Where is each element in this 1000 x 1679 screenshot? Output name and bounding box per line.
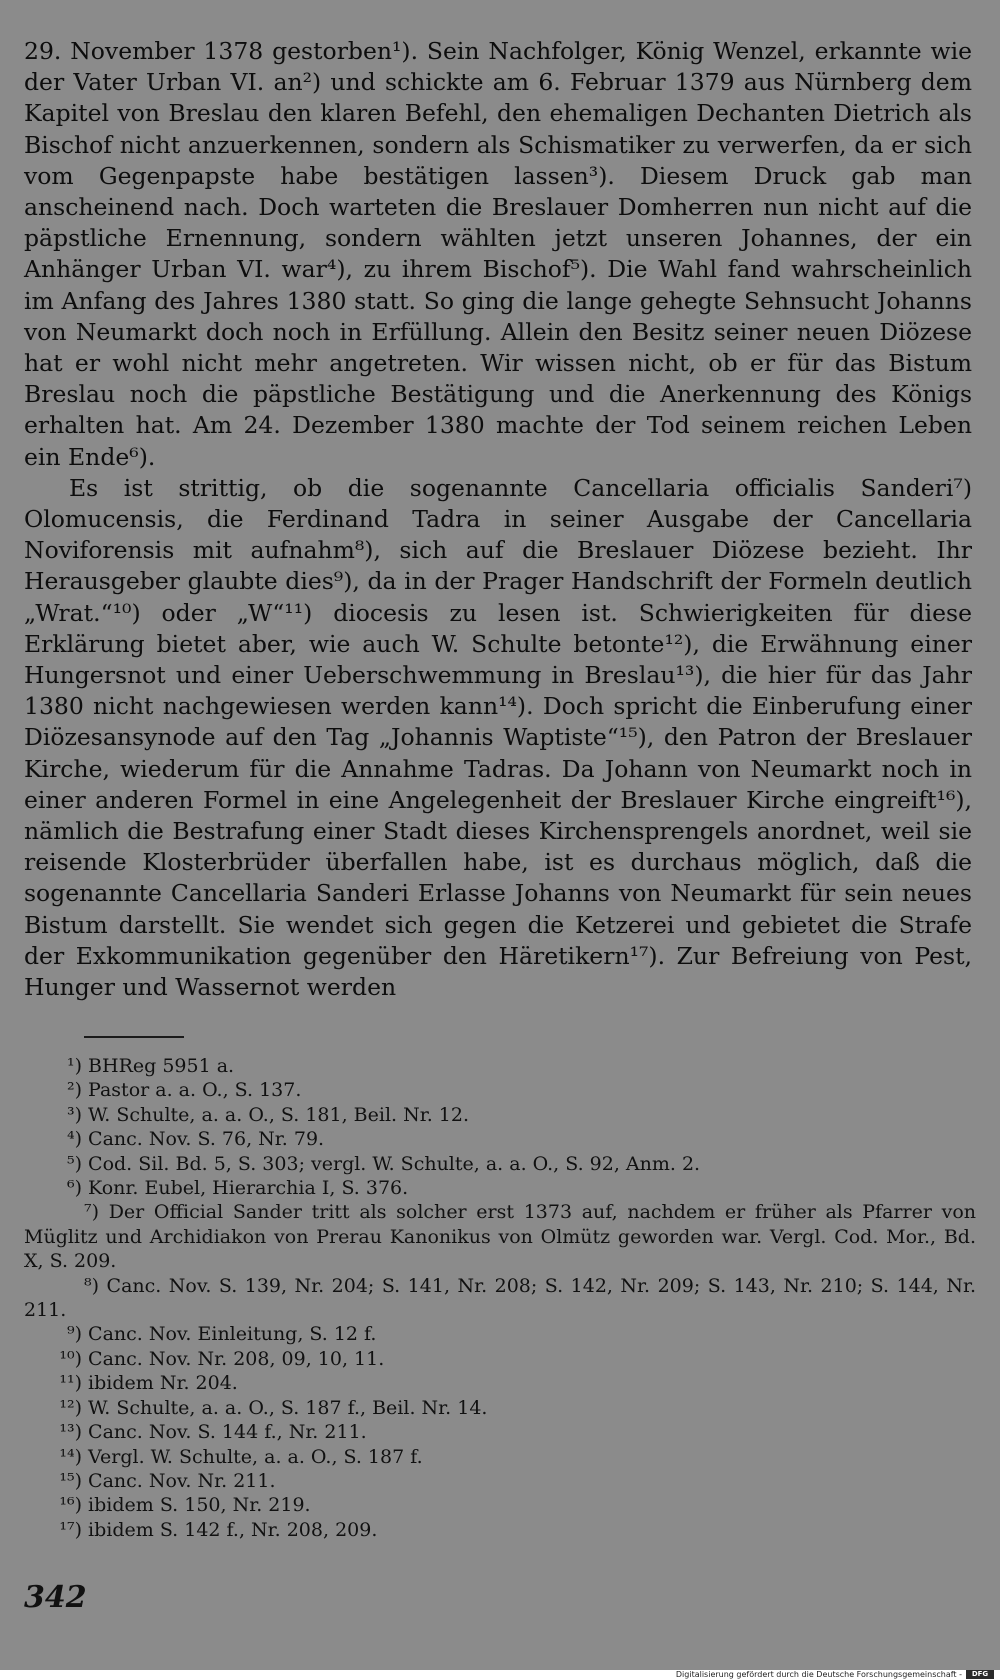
footnote-mark: ⁷) [84, 1201, 100, 1224]
main-text [24, 36, 972, 1003]
footnote-mark: ¹³) [59, 1421, 82, 1444]
footnote [24, 1054, 976, 1078]
footnote-mark: ⁹) [66, 1323, 82, 1346]
footnote-text: Canc. Nov. S. 144 f., Nr. 211. [88, 1421, 367, 1444]
footnote-text: ibidem S. 142 f., Nr. 208, 209. [88, 1518, 378, 1541]
footnote [24, 1176, 976, 1200]
footnote-text: Canc. Nov. Einleitung, S. 12 f. [88, 1323, 377, 1346]
footnote [24, 1103, 976, 1127]
footnote [24, 1396, 976, 1420]
footnote [24, 1127, 976, 1151]
footnote-text: Canc. Nov. S. 139, Nr. 204; S. 141, Nr. 208; S. 142, Nr. 209; S. 143, Nr. 210; S. 144, Nr. 211. [24, 1274, 976, 1322]
footnote-text: BHReg 5951 a. [88, 1055, 235, 1077]
footnote-mark: ⁴) [66, 1128, 82, 1151]
footnote-text: Konr. Eubel, Hierarchia I, S. 376. [88, 1177, 409, 1200]
digitization-credit-bar [0, 1670, 1000, 1679]
footnote-text: W. Schulte, a. a. O., S. 187 f., Beil. Nr. 14. [88, 1396, 488, 1419]
footnote-mark: ⁸) [84, 1274, 100, 1297]
footnote-text: ibidem S. 150, Nr. 219. [88, 1494, 311, 1517]
footnote [24, 1469, 976, 1493]
dfg-logo-icon: DFG [966, 1670, 994, 1679]
footnote [24, 1493, 976, 1517]
footnote [24, 1347, 976, 1371]
footnote-mark: ¹⁵) [59, 1469, 82, 1492]
footnote-text: Cod. Sil. Bd. 5, S. 303; vergl. W. Schulte, a. a. O., S. 92, Anm. 2. [88, 1152, 701, 1175]
footnote-divider [84, 1036, 184, 1038]
footnote-mark: ²) [66, 1079, 82, 1102]
footnote-mark: ¹⁶) [59, 1494, 82, 1517]
footnote-mark: ⁶) [66, 1177, 82, 1200]
digitization-credit: Digitalisierung gefördert durch die Deutsche Forschungsgemeinschaft - [675, 1670, 962, 1679]
footnote-mark: ⁵) [66, 1152, 82, 1175]
footnote [24, 1078, 976, 1102]
footnote-mark: ¹) [66, 1055, 82, 1077]
footnote-mark: ¹⁴) [59, 1445, 82, 1468]
footnote [24, 1322, 976, 1346]
footnote-text: W. Schulte, a. a. O., S. 181, Beil. Nr. 12. [88, 1103, 470, 1126]
footnote [24, 1445, 976, 1469]
footnote-mark: ¹⁰) [59, 1347, 82, 1370]
paragraph: Es ist strittig, ob die sogenannte Cancellaria officialis Sanderi⁷) Olomucensis, die Ferdinand Tadra in seiner Ausgabe der Cancellaria Noviforensis mit aufnahm⁸), sich auf die Breslauer Diözese bezieht. Ihr Herausgeber glaubte dies⁹), da in der Prager Handschrift der Formeln deutlich „Wrat.“¹⁰) oder „W“¹¹) diocesis zu lesen ist. Schwierigkeiten für diese Erklärung bietet aber, wie auch W. Schulte betonte¹²), die Erwähnung einer Hungersnot und einer Ueberschwemmung in Breslau¹³), die hier für das Jahr 1380 nicht nachgewiesen werden kann¹⁴). Doch spricht die Einberufung einer Diözesansynode auf den Tag „Johannis Waptiste“¹⁵), den Patron der Breslauer Kirche, wiederum für die Annahme Tadras. Da Johann von Neumarkt noch in einer anderen Formel in eine Angelegenheit der Breslauer Kirche eingreift¹⁶), nämlich die Bestrafung einer Stadt dieses Kirchensprengels anordnet, weil sie reisende Klosterbrüder überfallen habe, ist es durchaus möglich, daß die sogenannte Cancellaria Sanderi Erlasse Johanns von Neumarkt für sein neues Bistum darstellt. Sie wendet sich gegen die Ketzerei und gebietet die Strafe der Exkommunikation gegenüber den Häretikern¹⁷). Zur Befreiung von Pest, Hunger und Wassernot werden [24, 473, 972, 1002]
footnote [24, 1274, 976, 1323]
paragraph: 29. November 1378 gestorben¹). Sein Nachfolger, König Wenzel, erkannte wie der Vater Urban VI. an²) und schickte am 6. Februar 1379 aus Nürnberg dem Kapitel von Breslau den klaren Befehl, den ehemaligen Dechanten Dietrich als Bischof nicht anzuerkennen, sondern als Schismatiker zu verwerfen, da er sich vom Gegenpapste habe bestätigen lassen³). Diesem Druck gab man anscheinend nach. Doch warteten die Breslauer Domherren nun nicht auf die päpstliche Ernennung, sondern wählten jetzt unseren Johannes, der ein Anhänger Urban VI. war⁴), zu ihrem Bischof⁵). Die Wahl fand wahrscheinlich im Anfang des Jahres 1380 statt. So ging die lange gehegte Sehnsucht Johanns von Neumarkt doch noch in Erfüllung. Allein den Besitz seiner neuen Diözese hat er wohl nicht mehr angetreten. Wir wissen nicht, ob er für das Bistum Breslau noch die päpstliche Bestätigung und die Anerkennung des Königs erhalten hat. Am 24. Dezember 1380 machte der Tod seinem reichen Leben ein Ende⁶). [24, 37, 972, 471]
footnote [24, 1200, 976, 1273]
footnote [24, 1420, 976, 1444]
footnote-text: Vergl. W. Schulte, a. a. O., S. 187 f. [88, 1445, 423, 1468]
footnote-text: Der Official Sander tritt als solcher erst 1373 auf, nachdem er früher als Pfarrer von Müglitz und Archidiakon von Prerau Kanonikus von Olmütz geworden war. Vergl. Cod. Mor., Bd. X, S. 209. [24, 1201, 976, 1273]
footnote-mark: ¹⁷) [59, 1518, 82, 1541]
footnote-mark: ¹²) [59, 1396, 82, 1419]
footnote-text: Canc. Nov. Nr. 208, 09, 10, 11. [88, 1347, 385, 1370]
footnote-text: Pastor a. a. O., S. 137. [88, 1079, 302, 1102]
footnote-mark: ³) [66, 1103, 82, 1126]
footnotes [24, 1054, 976, 1542]
footnote-text: ibidem Nr. 204. [88, 1372, 238, 1395]
footnote-text: Canc. Nov. S. 76, Nr. 79. [88, 1128, 325, 1151]
page-number: 342 [24, 1580, 87, 1615]
footnote [24, 1152, 976, 1176]
footnote-mark: ¹¹) [59, 1372, 82, 1395]
footnote-text: Canc. Nov. Nr. 211. [88, 1469, 276, 1492]
footnote [24, 1371, 976, 1395]
footnote [24, 1518, 976, 1542]
